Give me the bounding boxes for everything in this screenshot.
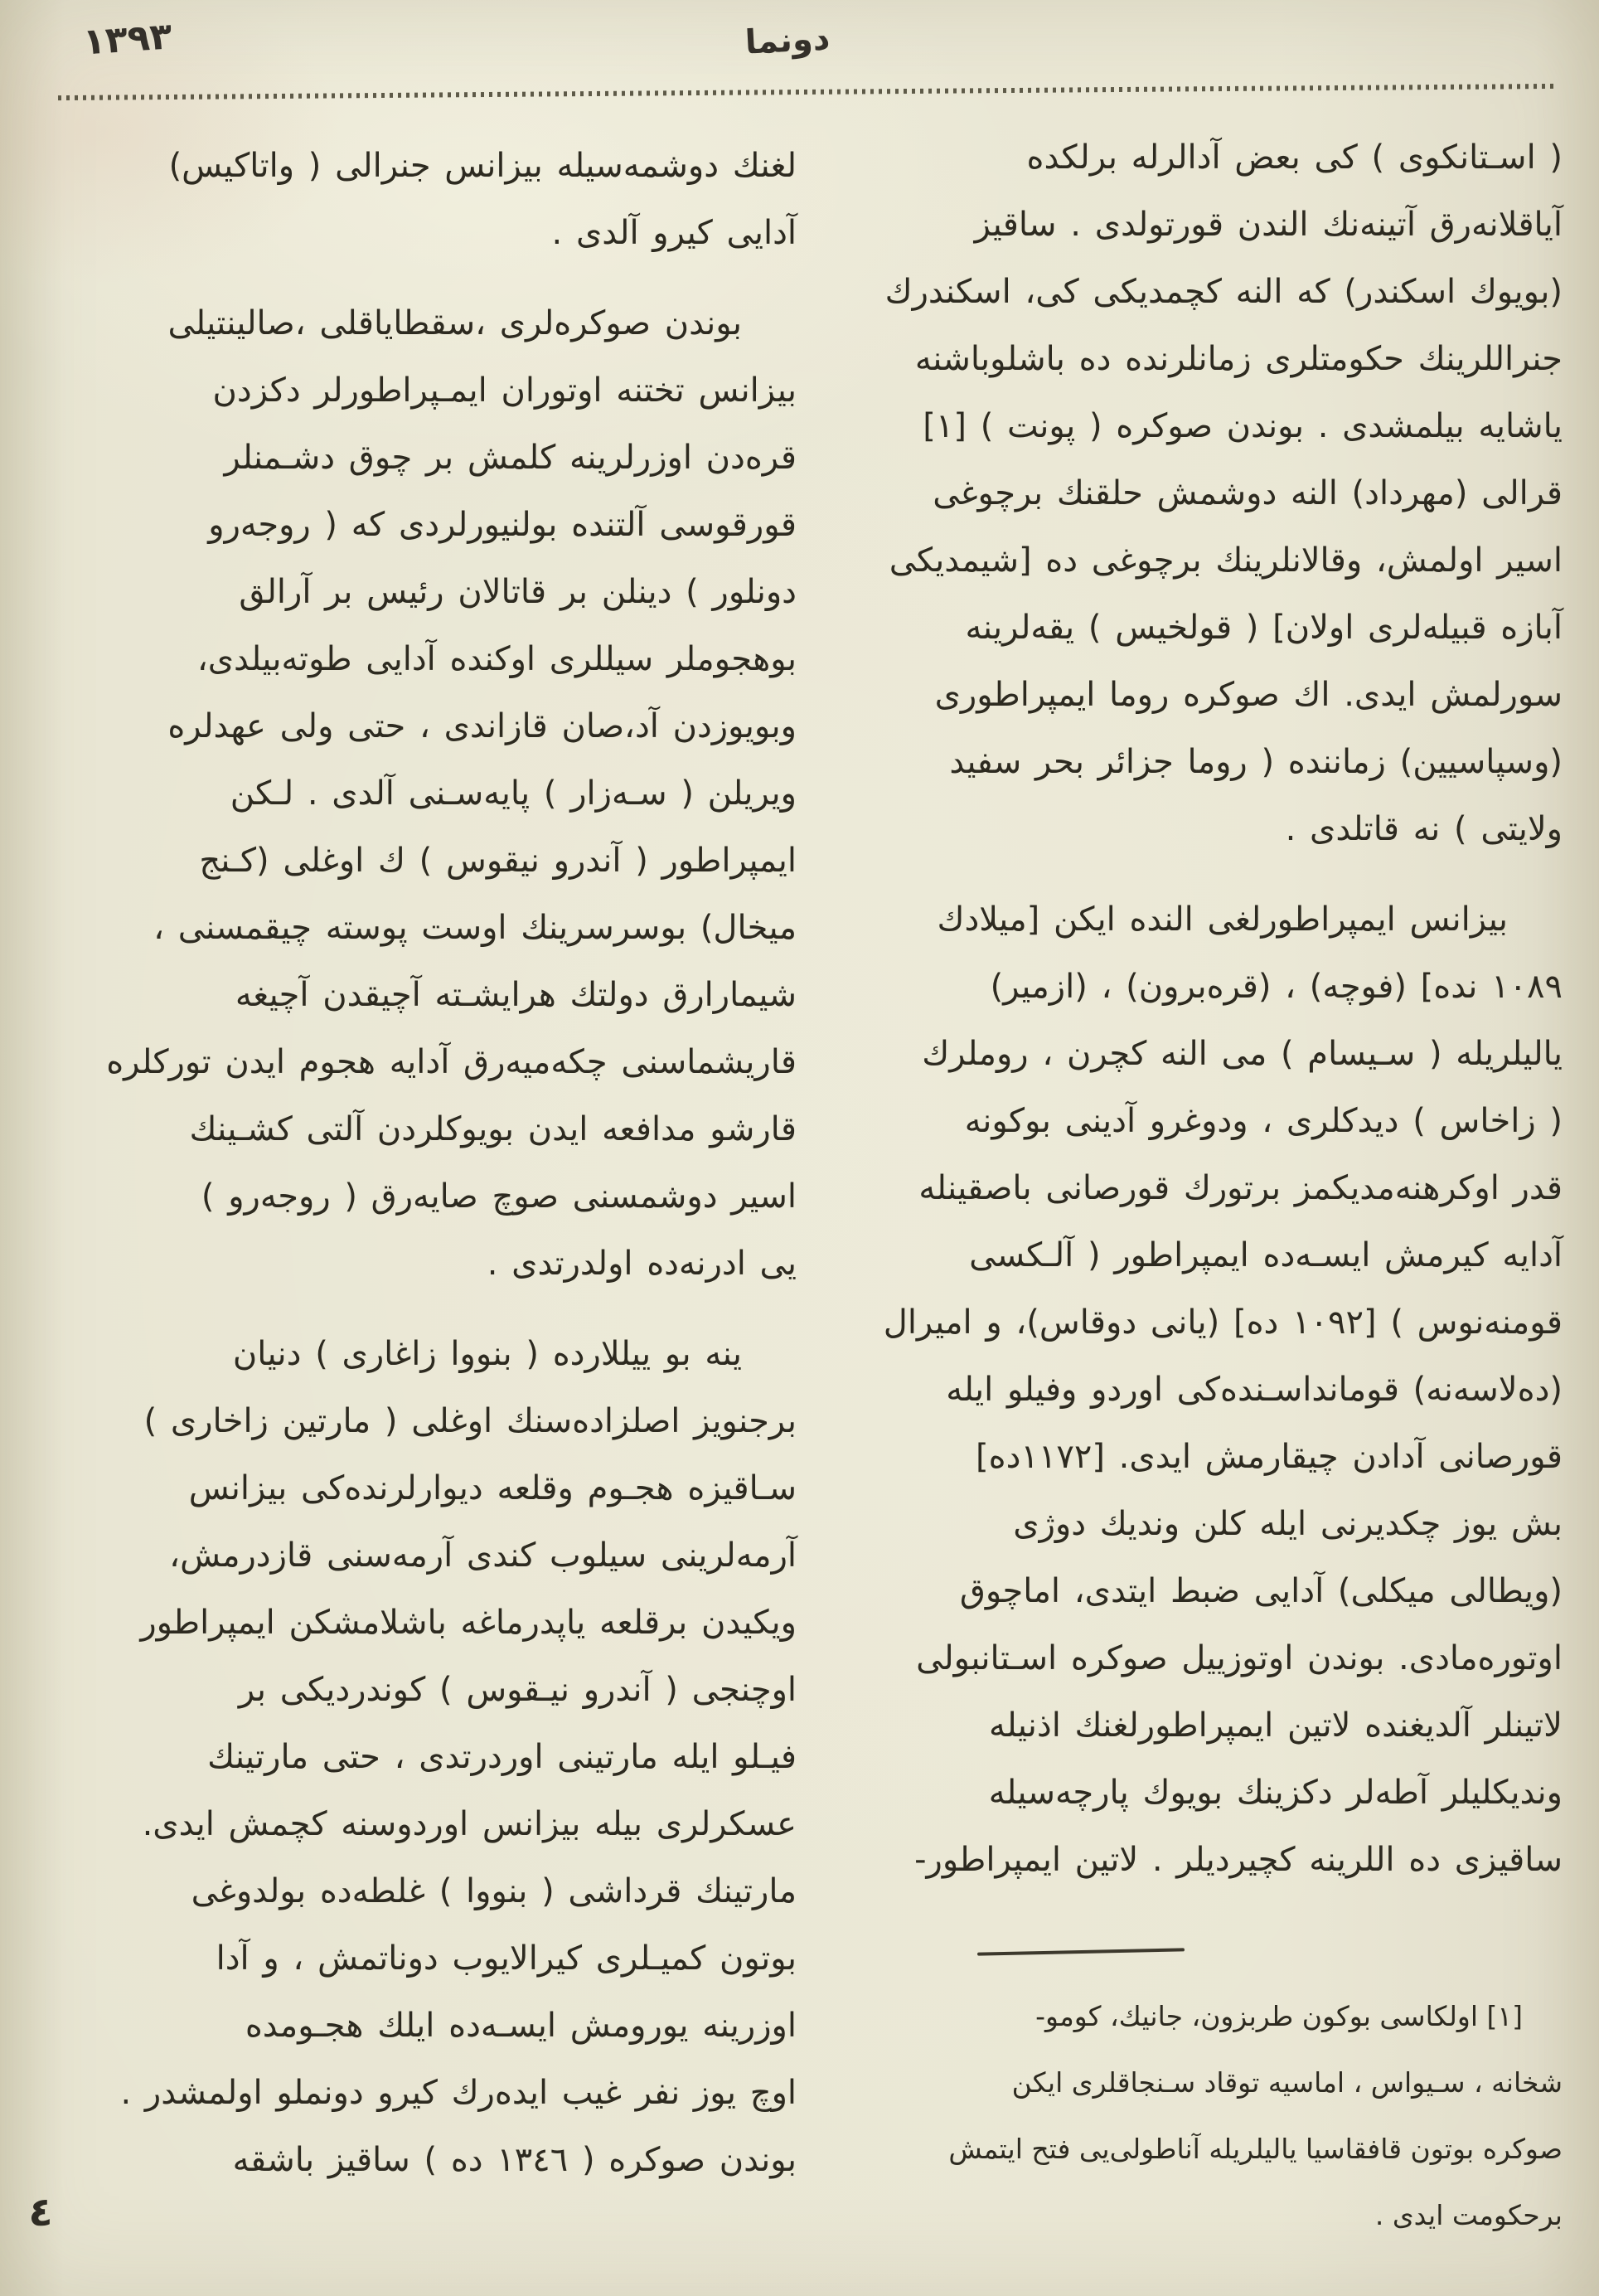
text-line: ايمپراطور ( آندرو نيقوس ) ك اوغلى (كـنج	[199, 842, 797, 880]
text-line: ١٠٨٩ نده] (فوچه) ، (قره‌برون) ، (ازمير)	[990, 968, 1563, 1006]
text-line: شيمارارق دولتك هرايشـته آچيقدن آچيغه	[235, 976, 797, 1014]
text-line: لاتينلر آلديغنده لاتين ايمپراطورلغنك اذنيله	[989, 1706, 1563, 1745]
paragraph	[59, 133, 797, 267]
text-line: وبويوزدن آد،صان قازاندى ، حتى ولى عهدلره	[167, 707, 797, 745]
text-column-right	[825, 124, 1563, 1894]
text-line: ( اسـتانكوى ) كى بعض آدالرله برلكده	[1026, 138, 1563, 177]
footnote-line: [١] اولكاسى بوكون طربزون، جانيك، كومو-	[1035, 2000, 1523, 2032]
text-line: مارتينك قرداشى ( بنووا ) غلطه‌ده بولدوغى	[191, 1872, 797, 1910]
text-line: اسير دوشمسنى صوچ صايه‌رق ( روجه‌رو )	[201, 1177, 797, 1216]
header-year: ١٣٩٣	[81, 15, 174, 64]
text-line: ( زاخاس ) ديدكلرى ، ودوغرو آدينى بوكونه	[964, 1102, 1563, 1140]
header-dotted-rule	[58, 84, 1558, 100]
paragraph	[825, 886, 1563, 1894]
text-line: (وسپاسيين) زماننده ( روما جزائر بحر سفيد	[949, 743, 1563, 781]
text-line: بوندن صوكره‌لرى ،سقطاياقلى ،صالينتيلى	[167, 304, 742, 342]
text-line: ويريلن ( سـه‌زار ) پايه‌سـنى آلدى . لـكن	[230, 774, 797, 813]
text-line: قدر اوكرهنه‌مديكمز برتورك قورصانى باصقينله	[918, 1169, 1563, 1207]
paragraph	[59, 290, 797, 1298]
text-line: آدايه كيرمش ايسـه‌ده ايمپراطور ( آلـكسى	[969, 1236, 1563, 1274]
text-line: ياشايه بيلمشدى . بوندن صوكره ( پونت ) [١]	[923, 407, 1563, 445]
footnote-separator-rule	[977, 1948, 1185, 1955]
text-line: ميخال) بوسرسرينك اوست پوسته چيقمسنى ،	[153, 909, 797, 947]
text-line: اوزرينه يورومش ايسـه‌ده ايلك هجـومده	[245, 2007, 797, 2045]
footnote	[816, 1983, 1563, 2249]
text-line: قومنه‌نوس ) [١٠٩٢ ده] (يانى دوقاس)، و اميرال	[883, 1303, 1563, 1342]
text-line: اسير اولمش، وقالانلرينك برچوغى ده [شيمديكى	[889, 541, 1563, 580]
text-line: آياقلانه‌رق آتينه‌نك الندن قورتولدى . ساقيز	[974, 206, 1563, 244]
text-line: سـاقيزه هجـوم وقلعه ديوارلرنده‌كى بيزانس	[188, 1469, 797, 1507]
text-line: يى ادرنه‌ده اولدرتدى .	[487, 1245, 797, 1283]
text-line: لغنك دوشمه‌سيله بيزانس جنرالى ( واتاكيس)	[168, 147, 797, 185]
text-line: قرالى (مهرداد) النه دوشمش حلقنك برچوغى	[933, 474, 1563, 512]
text-line: آرمه‌لرينى سيلوب كندى آرمه‌سنى قازدرمش،	[169, 1536, 797, 1575]
text-line: برجنويز اصلزاده‌سنك اوغلى ( مارتين زاخارى )	[143, 1402, 797, 1440]
text-line: (ده‌لاسه‌نه) قومانداسـنده‌كى اوردو وفيلو ايله	[946, 1371, 1563, 1409]
text-line: بش يوز چكديرنى ايله كلن ونديك دوژى	[1013, 1505, 1563, 1543]
text-line: بيزانس ايمپراطورلغى النده ايكن [ميلادك	[937, 900, 1508, 939]
footnote-line: صوكره بوتون قافقاسيا ياليلريله آناطولى‌يى فتح ايتمش	[948, 2133, 1563, 2165]
footnote-line: شخانه ، سـيواس ، اماسيه توقاد سـنجاقلرى ايكن	[1011, 2066, 1563, 2099]
text-column-left	[59, 133, 797, 2194]
text-line: آدايى كيرو آلدى .	[551, 214, 797, 252]
text-line: قره‌دن اوزرلرينه كلمش بر چوق دشـمنلر	[224, 439, 797, 477]
footnote-line: برحكومت ايدى .	[1374, 2199, 1563, 2231]
text-line: ينه بو ييللارده ( بنووا زاغارى ) دنيان	[232, 1335, 742, 1373]
text-line: ياليلريله ( سـيسام ) مى النه كچرن ، روملرك	[922, 1035, 1563, 1073]
text-line: قورقوسى آلتنده بولنيورلردى كه ( روجه‌رو	[208, 506, 797, 544]
text-line: بوندن صوكره ( ١٣٤٦ ده ) ساقيز باشقه	[232, 2141, 797, 2179]
text-line: (ويطالى ميكلى) آدايى ضبط ايتدى، اماچوق	[959, 1572, 1563, 1610]
page-number: ٤	[28, 2189, 53, 2235]
text-line: بوهجوملر سيللرى اوكنده آدايى طوته‌بيلدى،	[196, 640, 797, 678]
text-line: قورصانى آدادن چيقارمش ايدى. [١١٧٢ده]	[976, 1438, 1563, 1476]
text-line: (بويوك اسكندر) كه النه كچمديكى كى، اسكندرك	[884, 273, 1563, 311]
text-line: بيزانس تختنه اوتوران ايمـپراطورلر دكزدن	[212, 371, 797, 410]
text-line: ونديكليلر آطه‌لر دكزينك بويوك پارچه‌سيله	[988, 1774, 1563, 1812]
text-line: سورلمش ايدى. اك صوكره روما ايمپراطورى	[934, 676, 1563, 714]
paragraph	[59, 1321, 797, 2194]
text-line: فيـلو ايله مارتينى اوردرتدى ، حتى مارتينك	[207, 1738, 797, 1776]
page-title: دونما	[744, 19, 831, 62]
text-line: عسكرلرى بيله بيزانس اوردوسنه كچمش ايدى.	[142, 1805, 797, 1843]
text-line: بوتون كميـلرى كيرالايوب دوناتمش ، و آدا	[216, 1939, 797, 1978]
text-line: اوتوره‌مادى. بوندن اوتوزييل صوكره اسـتانبولى	[916, 1639, 1563, 1677]
text-line: اوچ يوز نفر غيب ايده‌رك كيرو دونملو اولمشدر .	[120, 2074, 797, 2112]
text-line: ساقيزى ده اللرينه كچيرديلر . لاتين ايمپراطور-	[914, 1841, 1563, 1879]
text-line: ويكيدن برقلعه ياپدرماغه باشلامشكن ايمپراطور	[140, 1604, 797, 1642]
text-line: قارشو مدافعه ايدن بويوكلردن آلتى كشـينك	[189, 1110, 797, 1148]
paragraph	[825, 124, 1563, 863]
text-line: دونلور ) دينلن بر قاتالان رئيس بر آرالق	[239, 573, 797, 611]
text-line: ولايتى ) نه قاتلدى .	[1285, 810, 1563, 848]
text-line: اوچنجى ( آندرو نيـقوس ) كوندرديكى بر	[238, 1671, 797, 1709]
text-line: قاريشماسنى چكه‌ميه‌رق آدايه هجوم ايدن توركلره	[106, 1043, 797, 1081]
text-line: آبازه قبيله‌لرى اولان] ( قولخيس ) يقه‌لرينه	[965, 609, 1563, 647]
text-line: جنراللرينك حكومتلرى زمانلرنده ده باشلوباشنه	[914, 340, 1563, 378]
